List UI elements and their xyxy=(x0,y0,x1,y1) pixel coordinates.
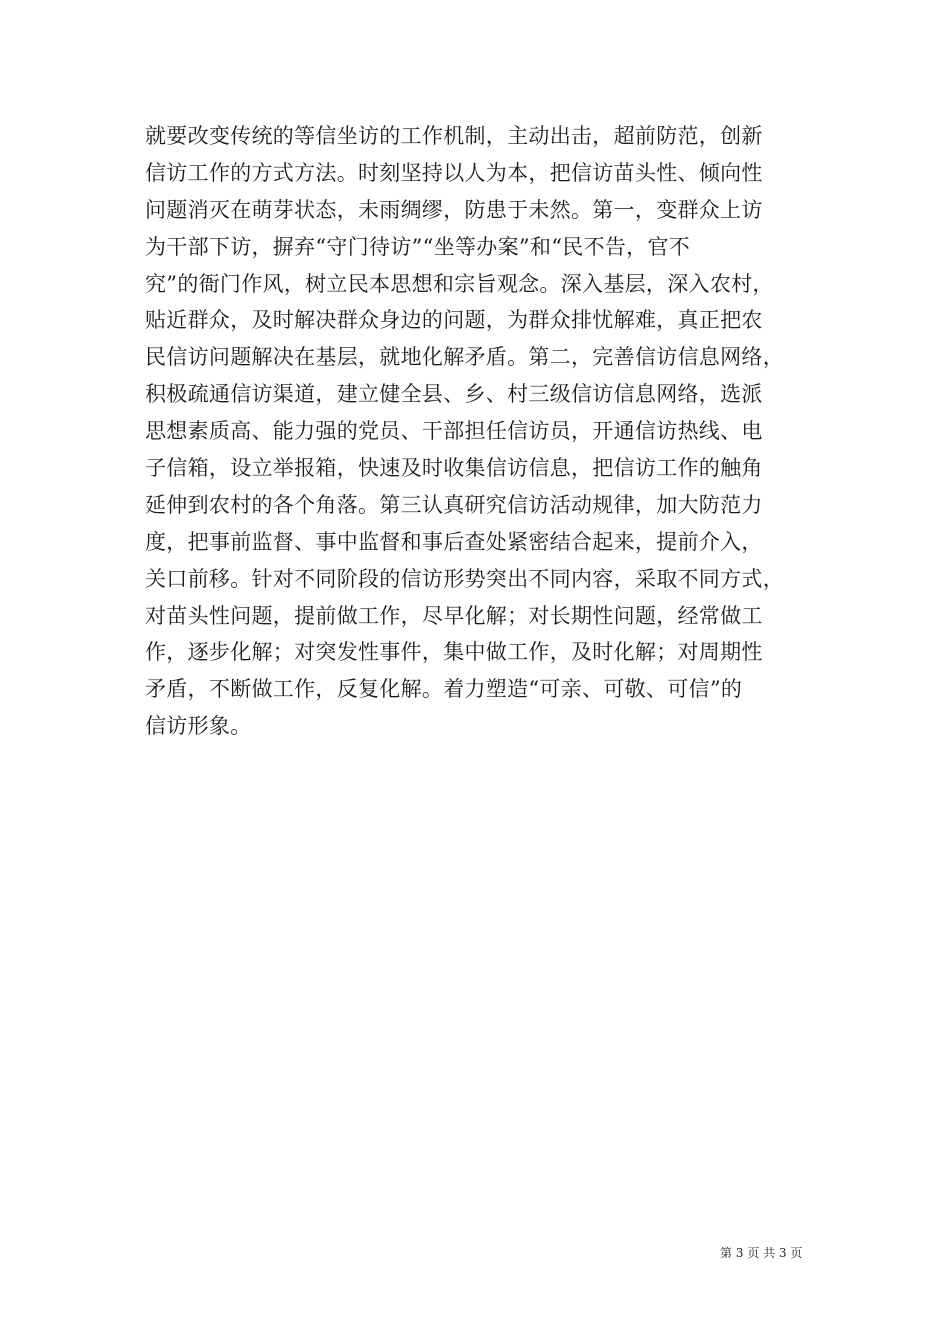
paragraph-line: 为干部下访，摒弃“守门待访”“坐等办案”和“民不告，官不 xyxy=(145,234,691,259)
paragraph-line: 信访形象。 xyxy=(145,714,252,739)
paragraph-line: 民信访问题解决在基层，就地化解矛盾。第二，完善信访信息网络， xyxy=(145,345,784,370)
body-paragraph xyxy=(145,118,845,745)
paragraph-line: 思想素质高、能力强的党员、干部担任信访员，开通信访热线、电 xyxy=(145,419,763,444)
paragraph-line: 贴近群众，及时解决群众身边的问题，为群众排忧解难，真正把农 xyxy=(145,308,763,333)
paragraph-line: 子信箱，设立举报箱，快速及时收集信访信息，把信访工作的触角 xyxy=(145,456,763,481)
paragraph-line: 矛盾，不断做工作，反复化解。着力塑造“可亲、可敬、可信”的 xyxy=(145,677,743,702)
paragraph-line: 作，逐步化解；对突发性事件，集中做工作，及时化解；对周期性 xyxy=(145,640,763,665)
paragraph-line: 就要改变传统的等信坐访的工作机制，主动出击，超前防范，创新 xyxy=(145,124,763,148)
paragraph-line: 延伸到农村的各个角落。第三认真研究信访活动规律，加大防范力 xyxy=(145,492,763,517)
page-number-footer: 第 3 页 共 3 页 xyxy=(720,1246,803,1260)
paragraph-line: 究”的衙门作风，树立民本思想和宗旨观念。深入基层，深入农村， xyxy=(145,271,774,296)
paragraph-line: 对苗头性问题，提前做工作，尽早化解；对长期性问题，经常做工 xyxy=(145,603,763,628)
paragraph-line: 积极疏通信访渠道，建立健全县、乡、村三级信访信息网络，选派 xyxy=(145,382,763,407)
paragraph-line: 问题消灭在萌芽状态，未雨绸缪，防患于未然。第一，变群众上访 xyxy=(145,197,763,222)
paragraph-line: 关口前移。针对不同阶段的信访形势突出不同内容，采取不同方式， xyxy=(145,566,784,591)
paragraph-line: 度，把事前监督、事中监督和事后查处紧密结合起来，提前介入， xyxy=(145,529,763,554)
paragraph-line: 信访工作的方式方法。时刻坚持以人为本，把信访苗头性、倾向性 xyxy=(145,160,763,185)
